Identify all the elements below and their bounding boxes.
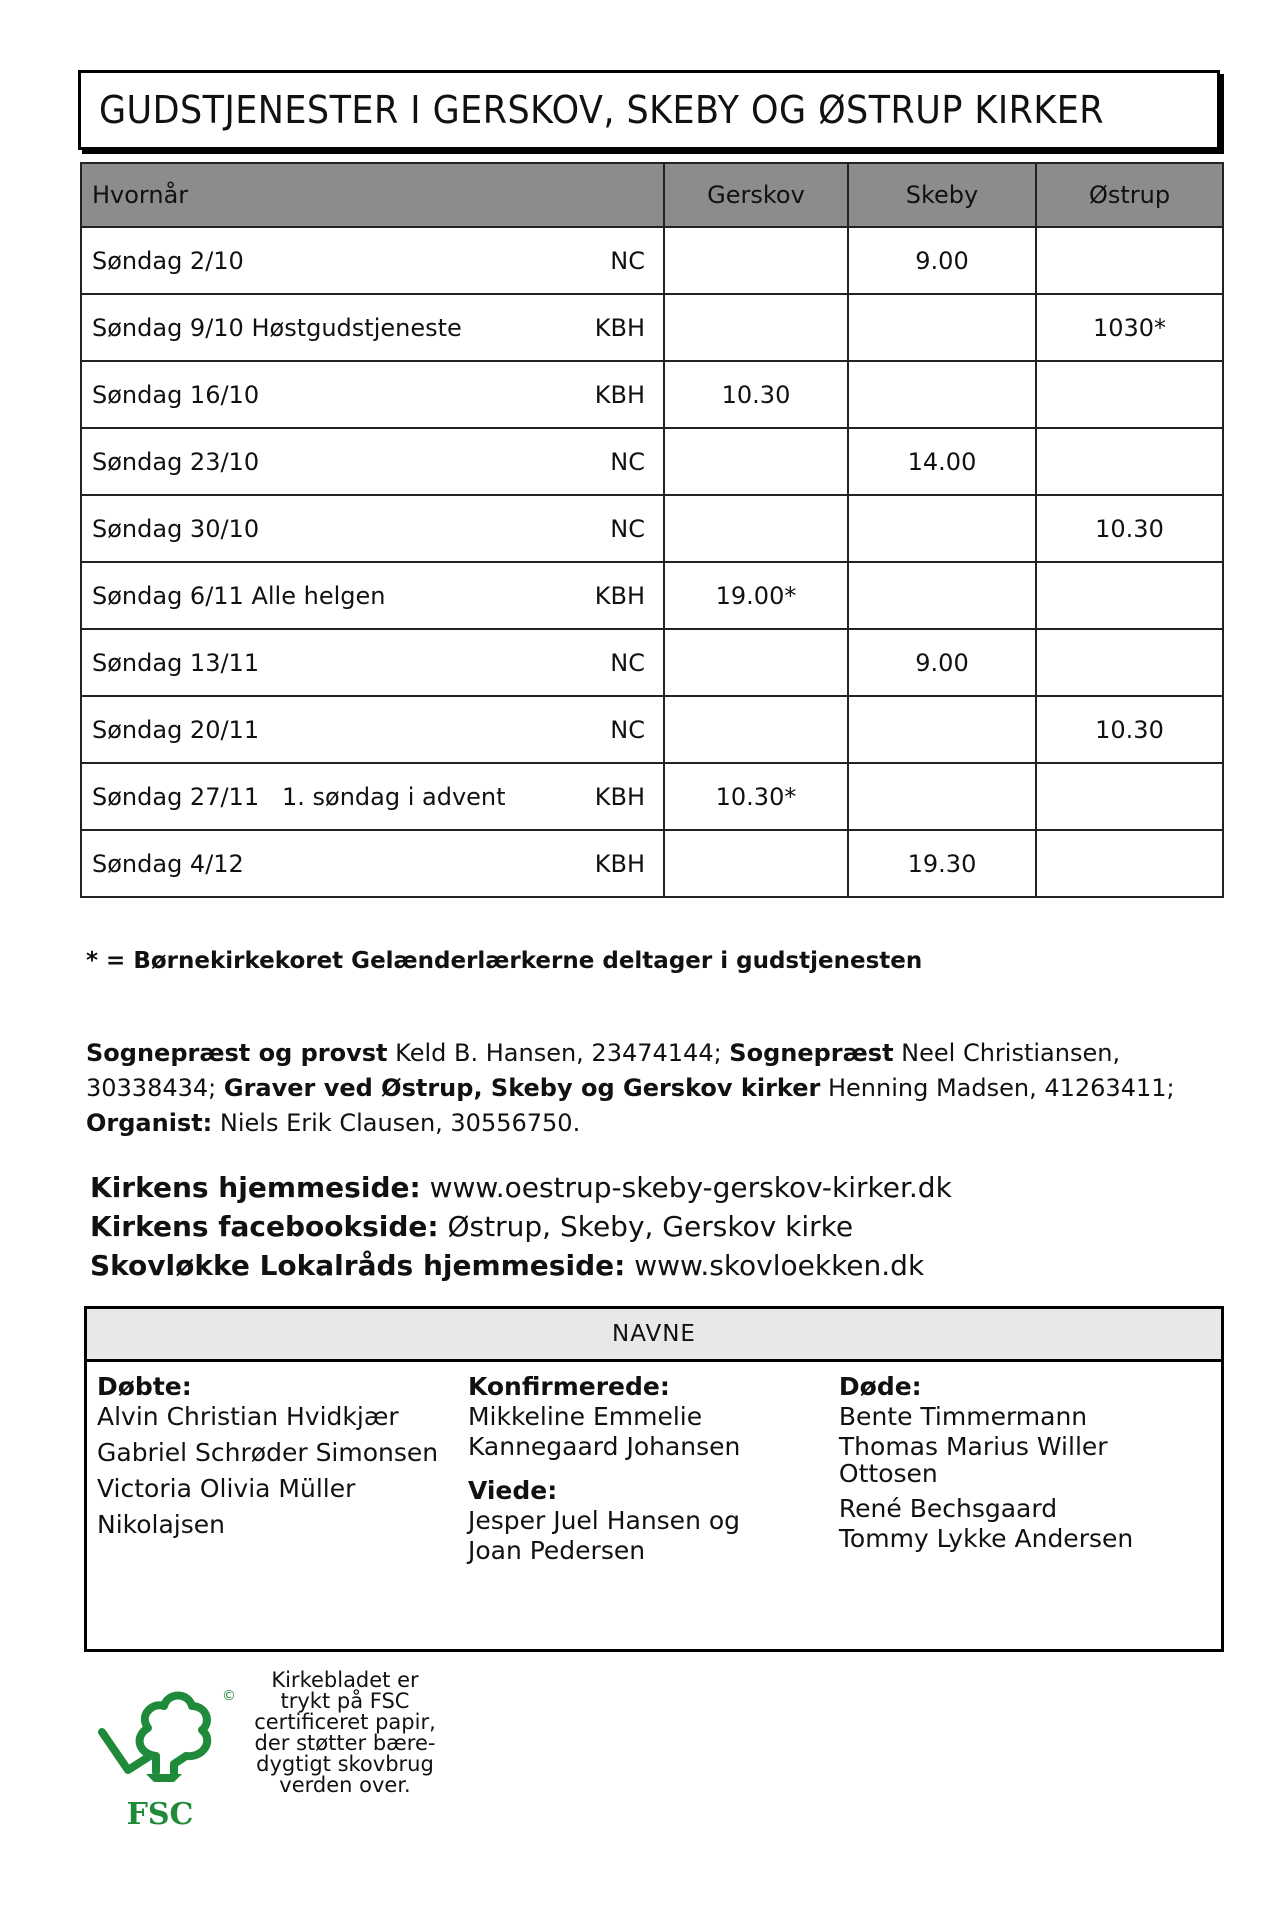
officiant-code: KBH	[594, 581, 645, 610]
contact-value-organist: Niels Erik Clausen, 30556750.	[212, 1109, 581, 1137]
local-council-link[interactable]: www.skovloekken.dk	[625, 1249, 925, 1282]
cell-oestrup	[1036, 227, 1223, 294]
confirmed-heading: Konfirmerede:	[467, 1372, 670, 1401]
cell-skeby: 9.00	[848, 629, 1036, 696]
fsc-note-line: certificeret papir,	[254, 1710, 436, 1734]
facebook-line	[90, 1207, 1230, 1246]
officiant-code: NC	[610, 246, 645, 275]
cell-skeby	[848, 294, 1036, 361]
when-text: Søndag 2/10	[92, 246, 244, 275]
cell-gerskov	[664, 495, 848, 562]
contact-label-organist: Organist:	[86, 1109, 213, 1137]
cell-gerskov: 19.00*	[664, 562, 848, 629]
cell-gerskov: 10.30*	[664, 763, 848, 830]
facebook-label: Kirkens facebookside:	[90, 1210, 439, 1243]
deceased-column	[839, 1372, 1210, 1566]
list-item: Bente Timmermann	[838, 1402, 1088, 1431]
homepage-label: Kirkens hjemmeside:	[90, 1171, 421, 1204]
contact-value-provost: Keld B. Hansen, 23474144;	[387, 1039, 730, 1067]
list-item: Thomas Marius Willer	[838, 1432, 1108, 1461]
fsc-note-line: trykt på FSC	[280, 1689, 410, 1713]
officiant-code: KBH	[594, 849, 645, 878]
cell-skeby: 19.30	[848, 830, 1036, 897]
list-item: Tommy Lykke Andersen	[838, 1524, 1134, 1553]
cell-skeby	[848, 696, 1036, 763]
contact-label-priest: Sognepræst	[729, 1039, 894, 1067]
baptized-column	[97, 1372, 468, 1566]
list-item: Jesper Juel Hansen og	[467, 1506, 741, 1535]
homepage-line	[90, 1168, 1230, 1207]
cell-oestrup	[1036, 361, 1223, 428]
table-row	[81, 629, 1223, 696]
fsc-logo-icon	[94, 1670, 234, 1840]
contact-value-priest: Neel Christiansen, 30338434;	[86, 1039, 1121, 1102]
cell-when	[81, 696, 664, 763]
cell-when	[81, 294, 664, 361]
cell-oestrup	[1036, 763, 1223, 830]
officiant-code: KBH	[594, 782, 645, 811]
table-row	[81, 361, 1223, 428]
cell-oestrup: 10.30	[1036, 696, 1223, 763]
when-text: Søndag 27/11 1. søndag i advent	[92, 782, 506, 811]
cell-oestrup	[1036, 629, 1223, 696]
cell-when	[81, 629, 664, 696]
officiant-code: NC	[610, 648, 645, 677]
cell-when	[81, 428, 664, 495]
list-item: Victoria Olivia Müller	[97, 1474, 356, 1503]
when-text: Søndag 4/12	[92, 849, 244, 878]
baptized-heading: Døbte:	[97, 1372, 192, 1401]
header-skeby: Skeby	[848, 163, 1036, 227]
list-item: Mikkeline Emmelie	[467, 1402, 703, 1431]
cell-skeby	[848, 562, 1036, 629]
cell-gerskov	[664, 830, 848, 897]
names-box	[84, 1306, 1224, 1652]
when-text: Søndag 30/10	[92, 514, 260, 543]
service-schedule-table	[80, 162, 1224, 898]
cell-oestrup	[1036, 428, 1223, 495]
fsc-note-line: verden over.	[279, 1773, 411, 1797]
list-item: Kannegaard Johansen	[467, 1432, 741, 1461]
married-heading: Viede:	[467, 1476, 558, 1505]
header-oestrup: Østrup	[1036, 163, 1223, 227]
fsc-note	[245, 1670, 445, 1796]
contact-label-provost: Sognepræst og provst	[86, 1039, 388, 1067]
contact-label-gravedigger: Graver ved Østrup, Skeby og Gerskov kirker	[223, 1074, 821, 1102]
list-item: Ottosen	[838, 1459, 938, 1488]
page-title-box	[78, 70, 1220, 150]
cell-skeby: 9.00	[848, 227, 1036, 294]
cell-oestrup	[1036, 562, 1223, 629]
when-text: Søndag 23/10	[92, 447, 260, 476]
cell-when	[81, 361, 664, 428]
cell-skeby: 14.00	[848, 428, 1036, 495]
header-when: Hvornår	[81, 163, 664, 227]
when-text: Søndag 6/11 Alle helgen	[92, 581, 386, 610]
cell-oestrup: 1030*	[1036, 294, 1223, 361]
cell-skeby	[848, 763, 1036, 830]
officiant-code: NC	[610, 514, 645, 543]
cell-skeby	[848, 495, 1036, 562]
officiant-code: KBH	[594, 380, 645, 409]
local-council-line	[90, 1246, 1230, 1285]
list-item: Joan Pedersen	[467, 1536, 646, 1565]
when-text: Søndag 9/10 Høstgudstjeneste	[92, 313, 462, 342]
table-row	[81, 495, 1223, 562]
svg-text:©: ©	[222, 1688, 236, 1704]
when-text: Søndag 16/10	[92, 380, 260, 409]
cell-gerskov	[664, 294, 848, 361]
fsc-note-line: Kirkebladet er	[271, 1668, 419, 1692]
cell-oestrup: 10.30	[1036, 495, 1223, 562]
facebook-link[interactable]: Østrup, Skeby, Gerskov kirke	[438, 1210, 854, 1243]
officiant-code: NC	[610, 715, 645, 744]
cell-when	[81, 562, 664, 629]
officiant-code: KBH	[594, 313, 645, 342]
page-title: GUDSTJENESTER I GERSKOV, SKEBY OG ØSTRUP KIRKER	[99, 88, 1105, 132]
when-text: Søndag 20/11	[92, 715, 260, 744]
cell-when	[81, 763, 664, 830]
list-item: Gabriel Schrøder Simonsen	[97, 1438, 439, 1467]
choir-legend: * = Børnekirkekoret Gelænderlærkerne deltager i gudstjenesten	[86, 948, 923, 974]
names-header: NAVNE	[87, 1309, 1221, 1362]
table-row	[81, 763, 1223, 830]
header-gerskov: Gerskov	[664, 163, 848, 227]
cell-gerskov	[664, 629, 848, 696]
table-row	[81, 294, 1223, 361]
table-row	[81, 830, 1223, 897]
cell-gerskov	[664, 428, 848, 495]
confirmed-column	[468, 1372, 839, 1566]
table-row	[81, 696, 1223, 763]
cell-gerskov	[664, 227, 848, 294]
local-council-label: Skovløkke Lokalråds hjemmeside:	[90, 1249, 626, 1282]
cell-oestrup	[1036, 830, 1223, 897]
cell-gerskov	[664, 696, 848, 763]
contact-info	[86, 1036, 1226, 1141]
table-header-row	[81, 163, 1223, 227]
table-row	[81, 428, 1223, 495]
fsc-note-line: dygtigt skovbrug	[256, 1752, 434, 1776]
deceased-heading: Døde:	[838, 1372, 922, 1401]
cell-gerskov: 10.30	[664, 361, 848, 428]
when-text: Søndag 13/11	[92, 648, 260, 677]
list-item: Alvin Christian Hvidkjær	[97, 1402, 399, 1431]
table-row	[81, 562, 1223, 629]
list-item: Nikolajsen	[97, 1510, 225, 1539]
officiant-code: NC	[610, 447, 645, 476]
fsc-logo-text: FSC	[126, 1797, 194, 1832]
contact-value-gravedigger: Henning Madsen, 41263411;	[820, 1074, 1175, 1102]
web-links	[90, 1168, 1230, 1285]
list-item: René Bechsgaard	[838, 1494, 1058, 1523]
fsc-note-line: der støtter bære-	[254, 1731, 436, 1755]
cell-skeby	[848, 361, 1036, 428]
cell-when	[81, 227, 664, 294]
homepage-link[interactable]: www.oestrup-skeby-gerskov-kirker.dk	[420, 1171, 952, 1204]
table-row	[81, 227, 1223, 294]
cell-when	[81, 830, 664, 897]
cell-when	[81, 495, 664, 562]
